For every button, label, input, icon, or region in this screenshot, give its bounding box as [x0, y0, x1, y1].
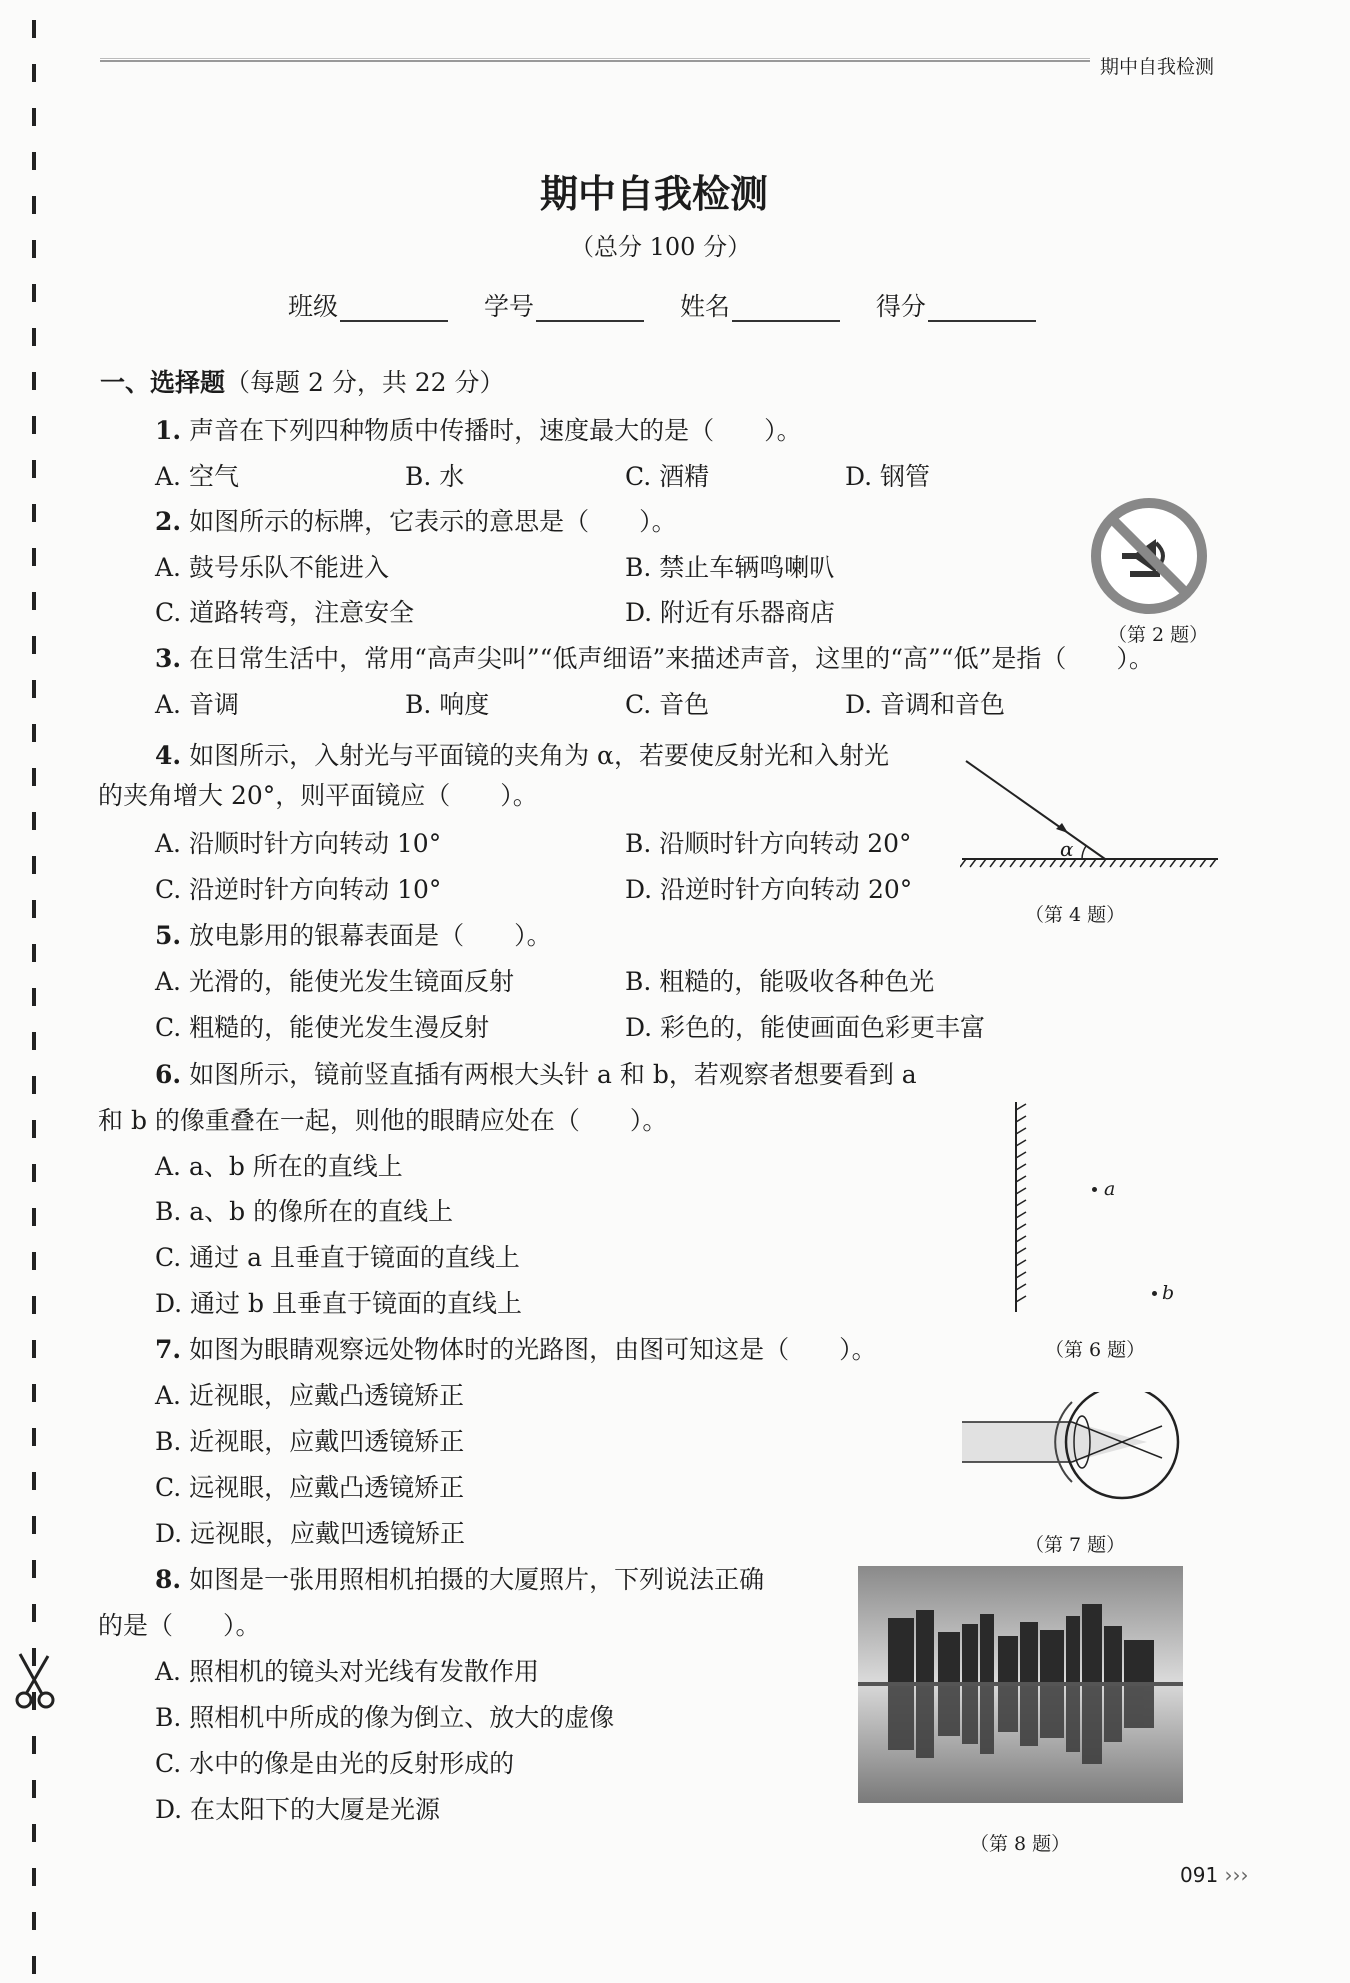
q7-option-c[interactable]: C. 远视眼，应戴凸透镜矫正 — [155, 1473, 465, 1502]
q3-option-a[interactable]: A. 音调 — [155, 690, 239, 719]
field-score-label: 得分 — [875, 292, 926, 321]
question-3-text: 在日常生活中，常用“高声尖叫”“低声细语”来描述声音，这里的“高”“低”是指（ ）。 — [189, 644, 1154, 673]
mirror-incident-ray-figure — [960, 755, 1220, 875]
vertical-mirror-figure — [1010, 1100, 1040, 1315]
question-5: 5. 放电影用的银幕表面是（ ）。 — [155, 921, 552, 950]
figure-4-angle-label: α — [1060, 837, 1074, 861]
q5-option-b[interactable]: B. 粗糙的，能吸收各种色光 — [625, 967, 935, 996]
scissors-icon — [14, 1650, 58, 1710]
q1-option-a[interactable]: A. 空气 — [155, 462, 239, 491]
field-score-blank[interactable] — [928, 296, 1036, 322]
q7-option-a[interactable]: A. 近视眼，应戴凸透镜矫正 — [155, 1381, 464, 1410]
building-reflection-photo — [858, 1566, 1183, 1803]
pin-b-label: b — [1162, 1282, 1175, 1304]
field-name-blank[interactable] — [732, 296, 840, 322]
section-note: （每题 2 分，共 22 分） — [225, 368, 505, 397]
field-name-label: 姓名 — [679, 292, 730, 321]
q8-option-d[interactable]: D. 在太阳下的大厦是光源 — [155, 1795, 441, 1824]
running-title: 期中自我检测 — [1100, 56, 1215, 78]
question-7: 7. 如图为眼睛观察远处物体时的光路图，由图可知这是（ ）。 — [155, 1335, 877, 1364]
q8-option-c[interactable]: C. 水中的像是由光的反射形成的 — [155, 1749, 515, 1778]
no-horn-sign-icon — [1090, 497, 1208, 615]
section-heading — [100, 368, 505, 398]
q5-option-d[interactable]: D. 彩色的，能使画面色彩更丰富 — [625, 1013, 986, 1042]
q1-option-b[interactable]: B. 水 — [405, 462, 465, 491]
page-arrows-icon: ››› — [1224, 1863, 1249, 1887]
page-subtitle: （总分 100 分） — [570, 233, 752, 261]
question-2-text: 如图所示的标牌，它表示的意思是（ ）。 — [189, 507, 677, 536]
q8-option-b[interactable]: B. 照相机中所成的像为倒立、放大的虚像 — [155, 1703, 615, 1732]
figure-7-caption: （第 7 题） — [1025, 1534, 1126, 1556]
q5-option-a[interactable]: A. 光滑的，能使光发生镜面反射 — [155, 967, 514, 996]
question-1-text: 声音在下列四种物质中传播时，速度最大的是（ ）。 — [189, 416, 802, 445]
info-fields — [288, 292, 1064, 322]
question-1: 1. 声音在下列四种物质中传播时，速度最大的是（ ）。 — [155, 416, 802, 445]
field-student-id-blank[interactable] — [536, 296, 644, 322]
field-student-id-label: 学号 — [483, 292, 534, 321]
question-5-text: 放电影用的银幕表面是（ ）。 — [189, 921, 552, 950]
q6-option-d[interactable]: D. 通过 b 且垂直于镜面的直线上 — [155, 1289, 522, 1318]
q2-option-d[interactable]: D. 附近有乐器商店 — [625, 598, 836, 627]
q8-option-a[interactable]: A. 照相机的镜头对光线有发散作用 — [155, 1657, 539, 1686]
q4-option-b[interactable]: B. 沿顺时针方向转动 20° — [625, 829, 912, 858]
question-7-text: 如图为眼睛观察远处物体时的光路图，由图可知这是（ ）。 — [189, 1335, 877, 1364]
question-8: 8. 如图是一张用照相机拍摄的大厦照片，下列说法正确 — [155, 1565, 765, 1594]
figure-4-caption: （第 4 题） — [1025, 904, 1126, 926]
page-number-value: 091 — [1180, 1863, 1219, 1887]
pin-a-label: a — [1104, 1178, 1116, 1200]
q2-option-c[interactable]: C. 道路转弯，注意安全 — [155, 598, 415, 627]
q7-option-d[interactable]: D. 远视眼，应戴凹透镜矫正 — [155, 1519, 466, 1548]
q4-option-d[interactable]: D. 沿逆时针方向转动 20° — [625, 875, 913, 904]
pin-b-dot — [1152, 1291, 1157, 1296]
pin-a-dot — [1092, 1187, 1097, 1192]
q3-option-d[interactable]: D. 音调和音色 — [845, 690, 1006, 719]
q6-option-c[interactable]: C. 通过 a 且垂直于镜面的直线上 — [155, 1243, 520, 1272]
q1-option-d[interactable]: D. 钢管 — [845, 462, 931, 491]
question-3: 3. 在日常生活中，常用“高声尖叫”“低声细语”来描述声音，这里的“高”“低”是指（ ）。 — [155, 644, 1154, 673]
eye-light-path-figure — [962, 1392, 1192, 1512]
figure-6-caption: （第 6 题） — [1045, 1339, 1146, 1361]
q3-option-b[interactable]: B. 响度 — [405, 690, 490, 719]
q4-option-c[interactable]: C. 沿逆时针方向转动 10° — [155, 875, 442, 904]
q4-option-a[interactable]: A. 沿顺时针方向转动 10° — [155, 829, 442, 858]
q6-option-a[interactable]: A. a、b 所在的直线上 — [155, 1152, 403, 1181]
q6-option-b[interactable]: B. a、b 的像所在的直线上 — [155, 1197, 454, 1226]
question-2: 2. 如图所示的标牌，它表示的意思是（ ）。 — [155, 507, 677, 536]
q5-option-c[interactable]: C. 粗糙的，能使光发生漫反射 — [155, 1013, 490, 1042]
question-6-text-line-1: 如图所示，镜前竖直插有两根大头针 a 和 b，若观察者想要看到 a — [189, 1060, 917, 1089]
question-8-text-line-2: 的是（ ）。 — [98, 1611, 261, 1640]
q1-option-c[interactable]: C. 酒精 — [625, 462, 710, 491]
q7-option-b[interactable]: B. 近视眼，应戴凹透镜矫正 — [155, 1427, 465, 1456]
question-6-text-line-2: 和 b 的像重叠在一起，则他的眼睛应处在（ ）。 — [98, 1106, 668, 1135]
question-8-text-line-1: 如图是一张用照相机拍摄的大厦照片，下列说法正确 — [189, 1565, 765, 1594]
header-rule — [100, 58, 1090, 62]
q3-option-c[interactable]: C. 音色 — [625, 690, 710, 719]
question-4: 4. 如图所示，入射光与平面镜的夹角为 α，若要使反射光和入射光 — [155, 741, 889, 770]
q2-option-a[interactable]: A. 鼓号乐队不能进入 — [155, 553, 389, 582]
question-4-text-line-2: 的夹角增大 20°，则平面镜应（ ）。 — [98, 781, 538, 810]
section-title: 一、选择题 — [100, 368, 226, 397]
field-class-label: 班级 — [288, 292, 339, 321]
figure-8-caption: （第 8 题） — [970, 1833, 1071, 1855]
figure-2-caption: （第 2 题） — [1108, 624, 1209, 646]
page-number — [1180, 1860, 1249, 1890]
question-6: 6. 如图所示，镜前竖直插有两根大头针 a 和 b，若观察者想要看到 a — [155, 1060, 917, 1089]
question-4-text-line-1: 如图所示，入射光与平面镜的夹角为 α，若要使反射光和入射光 — [189, 741, 889, 770]
page-title: 期中自我检测 — [540, 172, 769, 216]
q2-option-b[interactable]: B. 禁止车辆鸣喇叭 — [625, 553, 835, 582]
field-class-blank[interactable] — [340, 296, 448, 322]
